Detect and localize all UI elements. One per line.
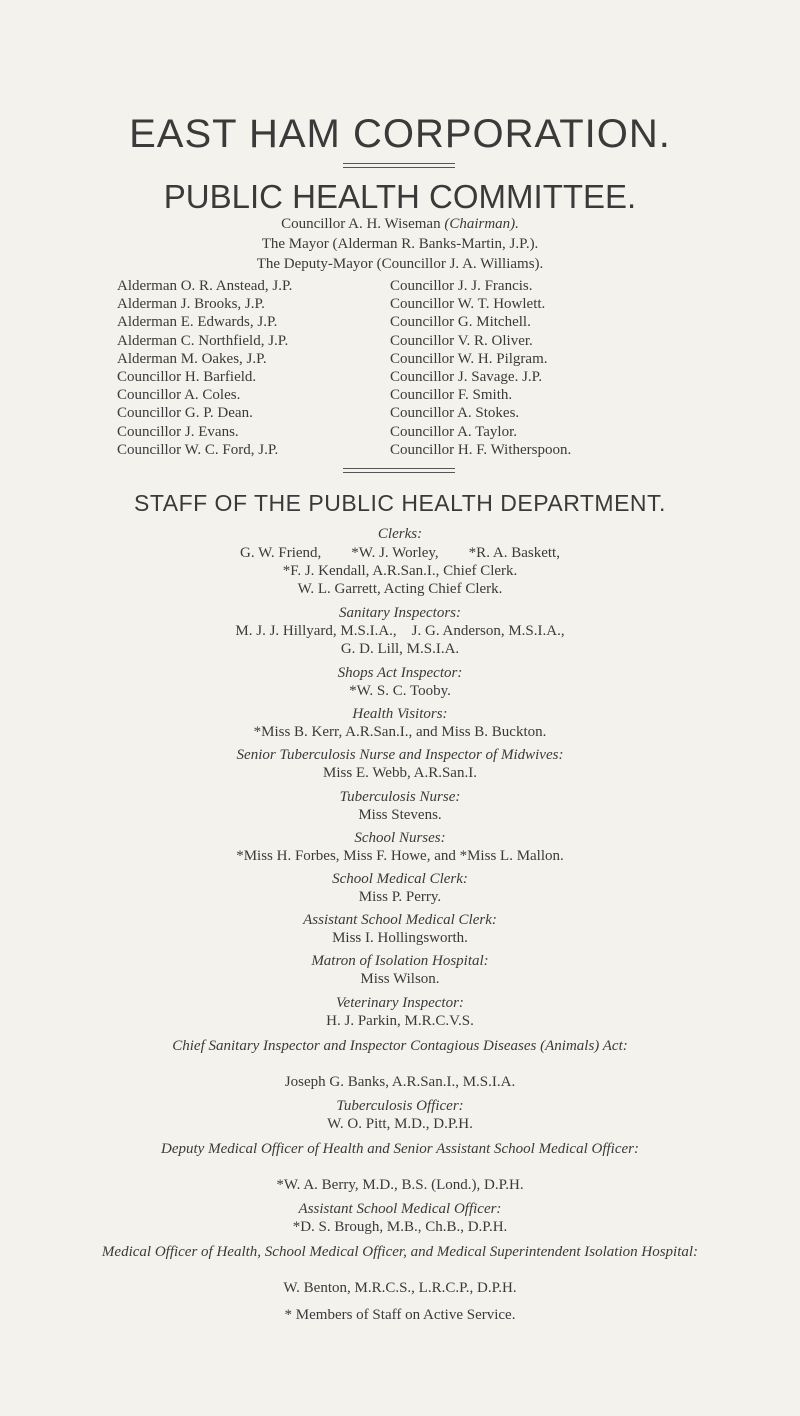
member-right: Councillor J. Savage. J.P. — [390, 368, 543, 385]
member-right: Councillor W. T. Howlett. — [390, 296, 546, 313]
staff-line: W. L. Garrett, Acting Chief Clerk. — [297, 581, 503, 597]
member-right: Councillor A. Taylor. — [390, 423, 518, 440]
staff-line: G. W. Friend, *W. J. Worley, *R. A. Baskett, — [240, 545, 560, 561]
staff-line: Miss P. Perry. — [358, 889, 442, 905]
section-heading: Assistant School Medical Officer: — [298, 1201, 502, 1217]
member-row — [117, 424, 777, 442]
staff-line: Miss Wilson. — [360, 971, 440, 987]
member-row — [117, 278, 777, 296]
section-heading: Senior Tuberculosis Nurse and Inspector of Midwives: — [236, 747, 564, 763]
member-row — [117, 351, 777, 369]
member-right: Councillor J. J. Francis. — [390, 278, 533, 294]
member-left: Councillor J. Evans. — [117, 423, 239, 440]
member-right: Councillor G. Mitchell. — [390, 314, 531, 331]
section-heading: Deputy Medical Officer of Health and Senior Assistant School Medical Officer: — [161, 1141, 639, 1157]
staff-line: G. D. Lill, M.S.I.A. — [340, 641, 460, 657]
section-heading: Chief Sanitary Inspector and Inspector Contagious Diseases (Animals) Act: — [172, 1038, 628, 1054]
staff-line: *D. S. Brough, M.B., Ch.B., D.P.H. — [292, 1219, 508, 1235]
member-right: Councillor H. F. Witherspoon. — [390, 441, 572, 458]
member-row — [117, 314, 777, 332]
section-heading: School Medical Clerk: — [332, 871, 468, 887]
section-heading: Medical Officer of Health, School Medical Officer, and Medical Superintendent Isolation Hospital: — [101, 1244, 699, 1260]
member-right: Councillor A. Stokes. — [390, 405, 520, 422]
section-heading: Tuberculosis Nurse: — [339, 789, 461, 805]
section-heading: Clerks: — [377, 526, 423, 542]
member-row — [117, 369, 777, 387]
staff-line: Joseph G. Banks, A.R.San.I., M.S.I.A. — [284, 1074, 516, 1090]
section-heading: Veterinary Inspector: — [336, 995, 464, 1011]
page-title: EAST HAM CORPORATION. — [129, 112, 671, 156]
member-left: Alderman C. Northfield, J.P. — [117, 332, 289, 349]
member-right: Councillor W. H. Pilgram. — [390, 350, 548, 367]
committee-deputy-mayor: The Deputy-Mayor (Councillor J. A. Williams). — [256, 256, 544, 272]
staff-line: H. J. Parkin, M.R.C.V.S. — [326, 1013, 474, 1029]
divider — [343, 163, 455, 168]
member-row — [117, 442, 777, 460]
staff-line: Miss Stevens. — [358, 807, 442, 823]
member-left: Alderman M. Oakes, J.P. — [117, 350, 267, 367]
section-heading: Matron of Isolation Hospital: — [311, 953, 489, 969]
section-heading: Health Visitors: — [352, 706, 448, 722]
section-heading: Shops Act Inspector: — [337, 665, 463, 681]
member-left: Councillor W. C. Ford, J.P. — [117, 441, 279, 458]
committee-members — [117, 278, 777, 460]
staff-line: *W. S. C. Tooby. — [349, 683, 451, 699]
section-heading: Assistant School Medical Clerk: — [303, 912, 497, 928]
staff-line: Miss E. Webb, A.R.San.I. — [323, 765, 477, 781]
member-left: Councillor H. Barfield. — [117, 368, 257, 385]
chairman-note: (Chairman). — [444, 216, 519, 232]
footnote: * Members of Staff on Active Service. — [284, 1307, 516, 1323]
committee-mayor: The Mayor (Alderman R. Banks-Martin, J.P.). — [261, 236, 539, 252]
staff-line: Miss I. Hollingsworth. — [332, 930, 468, 946]
staff-line: W. O. Pitt, M.D., D.P.H. — [327, 1116, 473, 1132]
staff-line: *Miss B. Kerr, A.R.San.I., and Miss B. Buckton. — [253, 724, 547, 740]
chairman-name: Councillor A. H. Wiseman — [281, 216, 441, 232]
staff-line: W. Benton, M.R.C.S., L.R.C.P., D.P.H. — [283, 1280, 517, 1296]
staff-heading: STAFF OF THE PUBLIC HEALTH DEPARTMENT. — [134, 490, 666, 516]
member-left: Councillor G. P. Dean. — [117, 405, 253, 422]
member-right: Councillor F. Smith. — [390, 387, 513, 404]
staff-line: M. J. J. Hillyard, M.S.I.A., J. G. Anderson, M.S.I.A., — [235, 623, 565, 639]
section-heading: School Nurses: — [354, 830, 446, 846]
committee-chairman — [0, 216, 800, 233]
member-right: Councillor V. R. Oliver. — [390, 332, 533, 349]
member-left: Alderman J. Brooks, J.P. — [117, 296, 265, 313]
staff-line: *F. J. Kendall, A.R.San.I., Chief Clerk. — [282, 563, 518, 579]
member-row — [117, 405, 777, 423]
member-row — [117, 333, 777, 351]
member-left: Alderman E. Edwards, J.P. — [117, 314, 278, 331]
divider — [343, 468, 455, 473]
member-left: Councillor A. Coles. — [117, 387, 241, 404]
member-row — [117, 296, 777, 314]
section-heading: Sanitary Inspectors: — [338, 605, 462, 621]
staff-line: *Miss H. Forbes, Miss F. Howe, and *Miss L. Mallon. — [236, 848, 564, 864]
section-heading: Tuberculosis Officer: — [336, 1098, 464, 1114]
member-left: Alderman O. R. Anstead, J.P. — [117, 278, 293, 294]
committee-heading: PUBLIC HEALTH COMMITTEE. — [163, 178, 637, 215]
member-row — [117, 387, 777, 405]
staff-line: *W. A. Berry, M.D., B.S. (Lond.), D.P.H. — [276, 1177, 524, 1193]
